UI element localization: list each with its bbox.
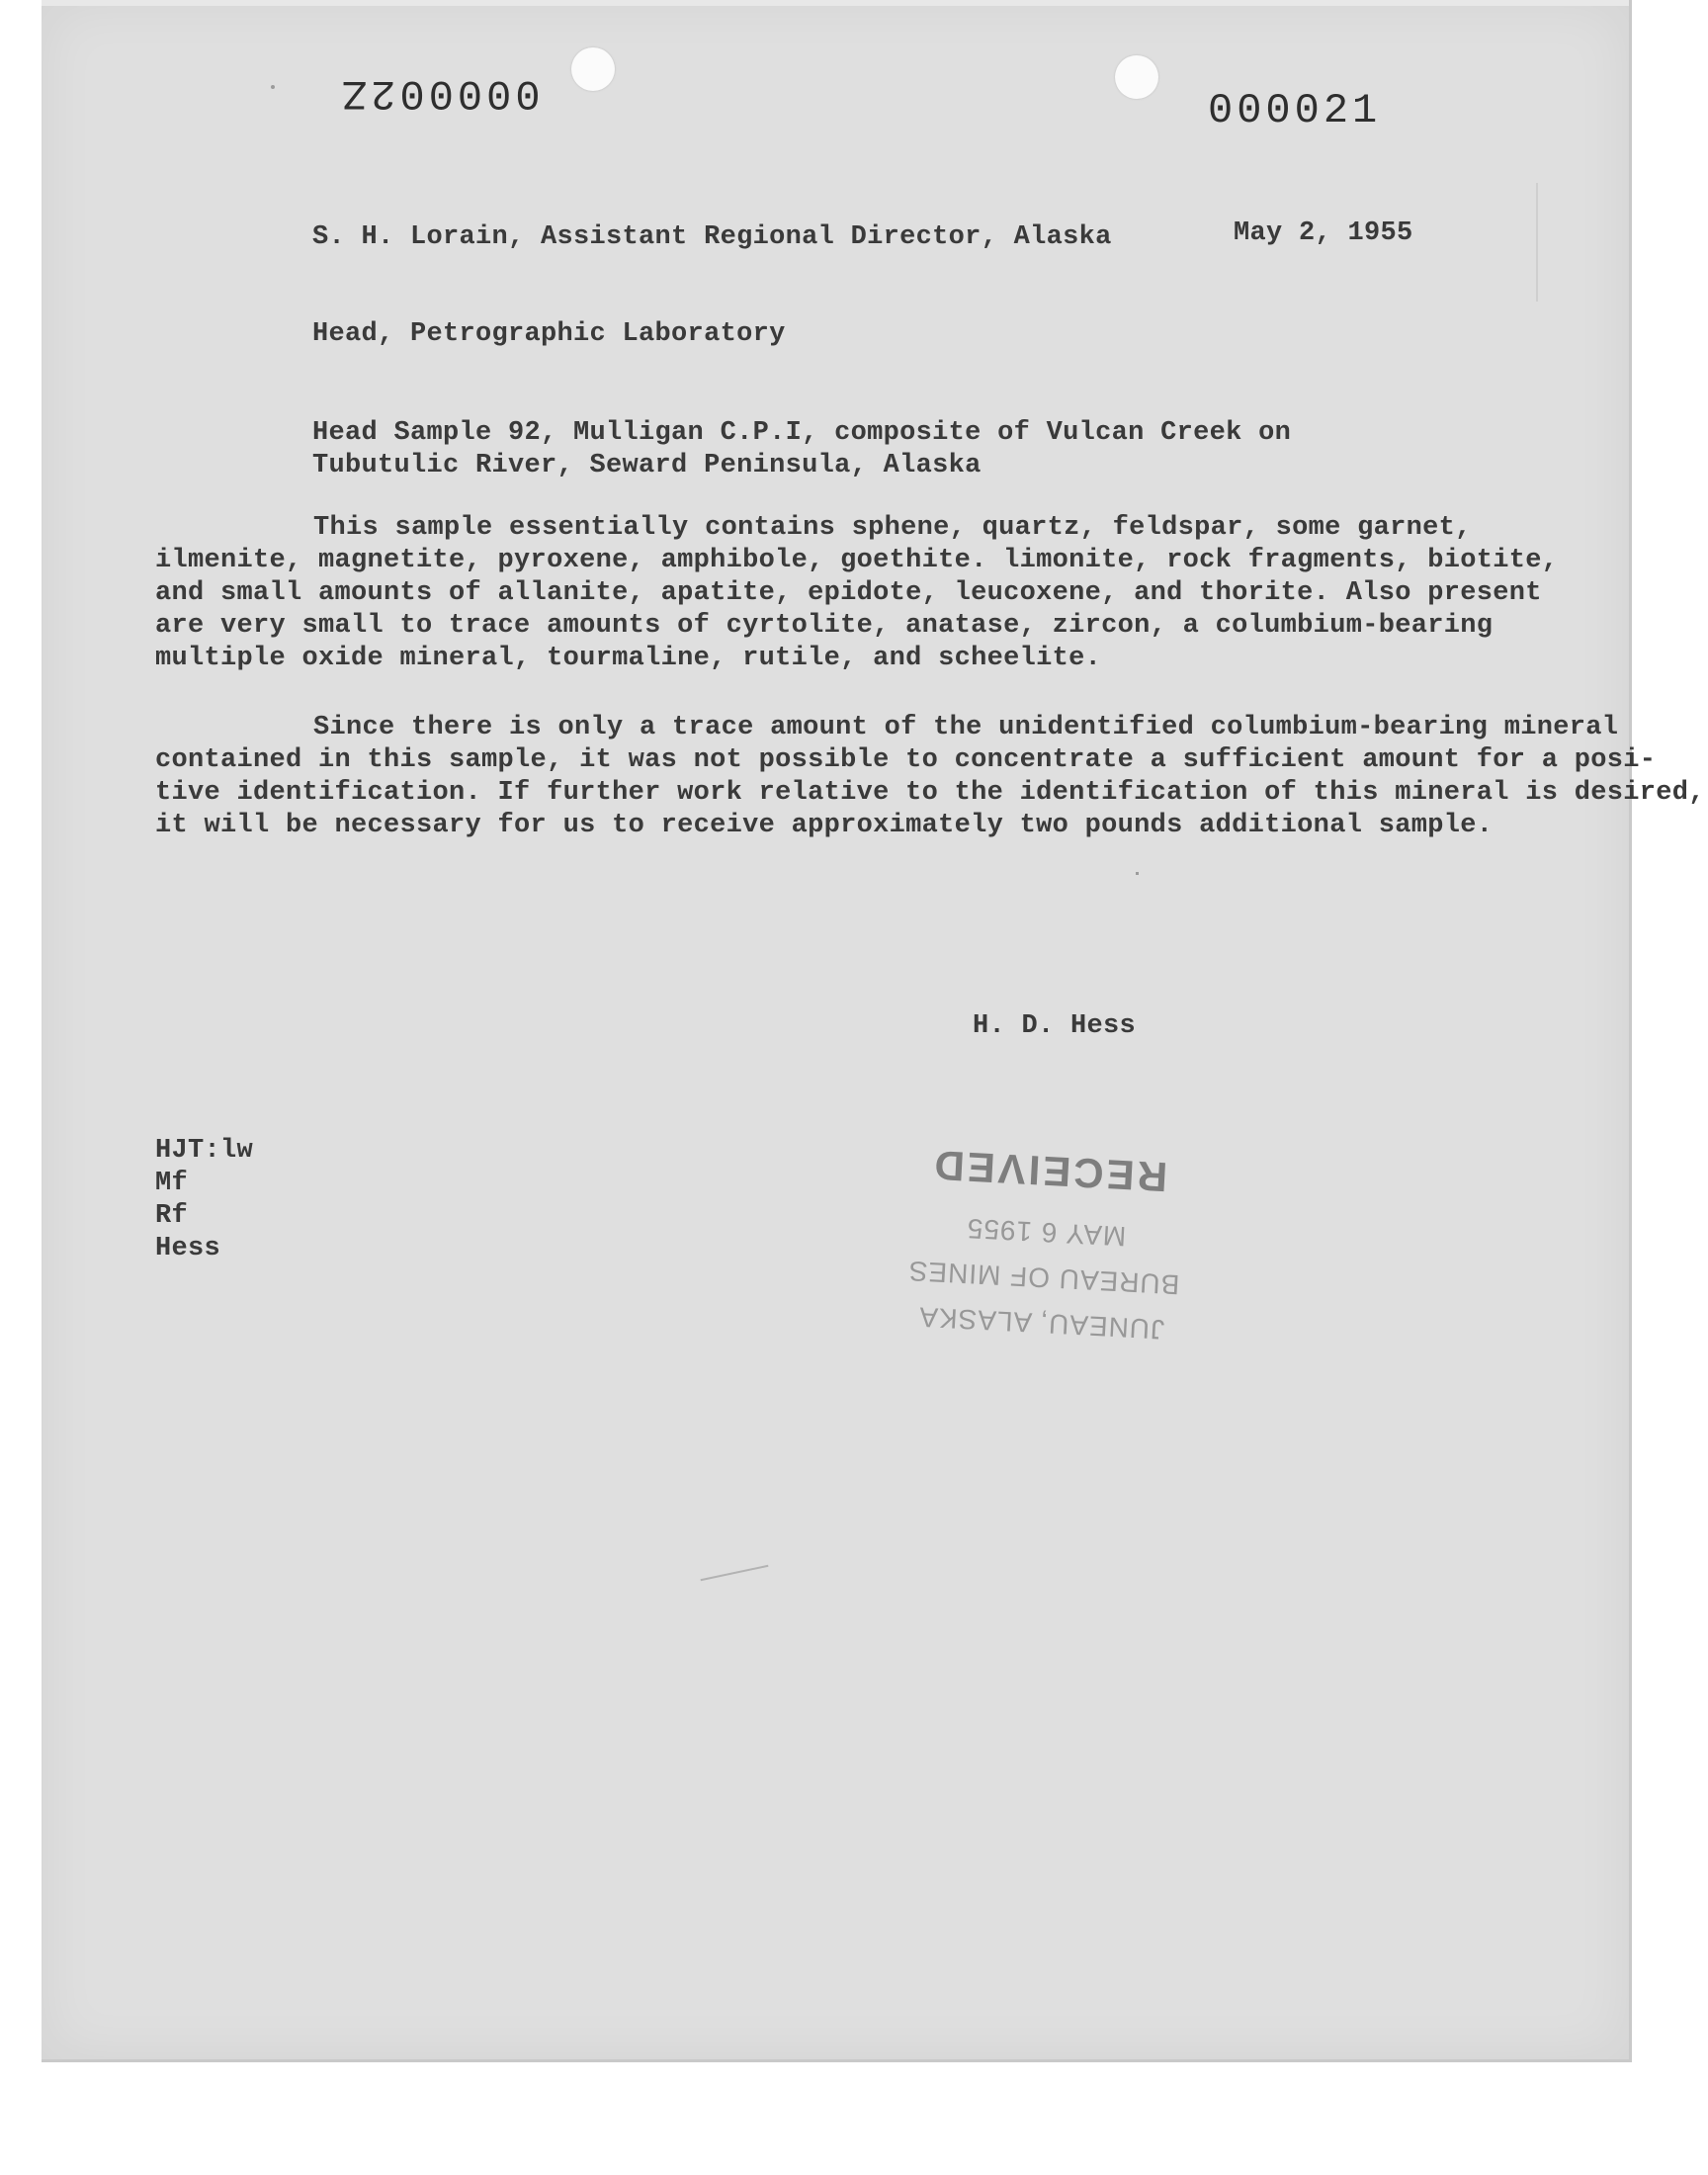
stamp-date: MAY 6 1955 — [966, 1212, 1127, 1253]
initials-line: HJT:lw — [155, 1136, 254, 1166]
stamp-title: RECEIVED — [930, 1141, 1169, 1201]
initials-line: Rf — [155, 1201, 189, 1231]
paragraph-line: This sample essentially contains sphene, quartz, feldspar, some garnet, — [313, 513, 1472, 543]
paragraph-line: tive identification. If further work relative to the identification of this mineral is desired, — [155, 778, 1705, 808]
subject-line: Head Sample 92, Mulligan C.P.I, composite of Vulcan Creek on — [312, 418, 1292, 448]
memo-from: S. H. Lorain, Assistant Regional Director, Alaska — [312, 222, 1112, 252]
paper-scratch — [701, 1565, 769, 1582]
memo-subject — [312, 417, 1291, 482]
paragraph-line: are very small to trace amounts of cyrtolite, anatase, zircon, a columbium-bearing — [155, 611, 1494, 641]
paragraph-line: contained in this sample, it was not possible to concentrate a sufficient amount for a posi- — [155, 745, 1657, 775]
reference-initials — [155, 1135, 253, 1265]
punch-hole-left — [571, 47, 615, 91]
stamp-office: BUREAU OF MINES — [907, 1255, 1181, 1301]
document-page — [42, 0, 1705, 2062]
memo-to: Head, Petrographic Laboratory — [312, 319, 786, 349]
punch-hole-right — [1115, 55, 1158, 99]
subject-line: Tubutulic River, Seward Peninsula, Alaska — [312, 451, 982, 480]
initials-line: Hess — [155, 1234, 221, 1263]
file-number-right: 000021 — [1208, 87, 1382, 134]
paragraph-line: it will be necessary for us to receive approximately two pounds additional sample. — [155, 811, 1494, 840]
received-stamp — [896, 1140, 1194, 1382]
page-edge-shadow — [1536, 183, 1538, 302]
paragraph-line: Since there is only a trace amount of the unidentified columbium-bearing mineral — [313, 713, 1619, 742]
paper-speck — [1136, 872, 1139, 875]
paper-speck — [271, 85, 275, 89]
paragraph-1 — [155, 512, 1558, 675]
paragraph-2 — [155, 712, 1705, 842]
paragraph-line: ilmenite, magnetite, pyroxene, amphibole, goethite. limonite, rock fragments, biotite, — [155, 546, 1559, 575]
page-top-edge — [42, 0, 1629, 6]
memo-date: May 2, 1955 — [1234, 218, 1413, 248]
initials-line: Mf — [155, 1169, 189, 1198]
paragraph-line: and small amounts of allanite, apatite, epidote, leucoxene, and thorite. Also present — [155, 578, 1542, 608]
stamp-place: JUNEAU, ALASKA — [917, 1301, 1165, 1346]
signature-name: H. D. Hess — [973, 1011, 1137, 1041]
paragraph-line: multiple oxide mineral, tourmaline, rutile, and scheelite. — [155, 644, 1102, 673]
file-number-left: 000002Z — [338, 69, 541, 117]
